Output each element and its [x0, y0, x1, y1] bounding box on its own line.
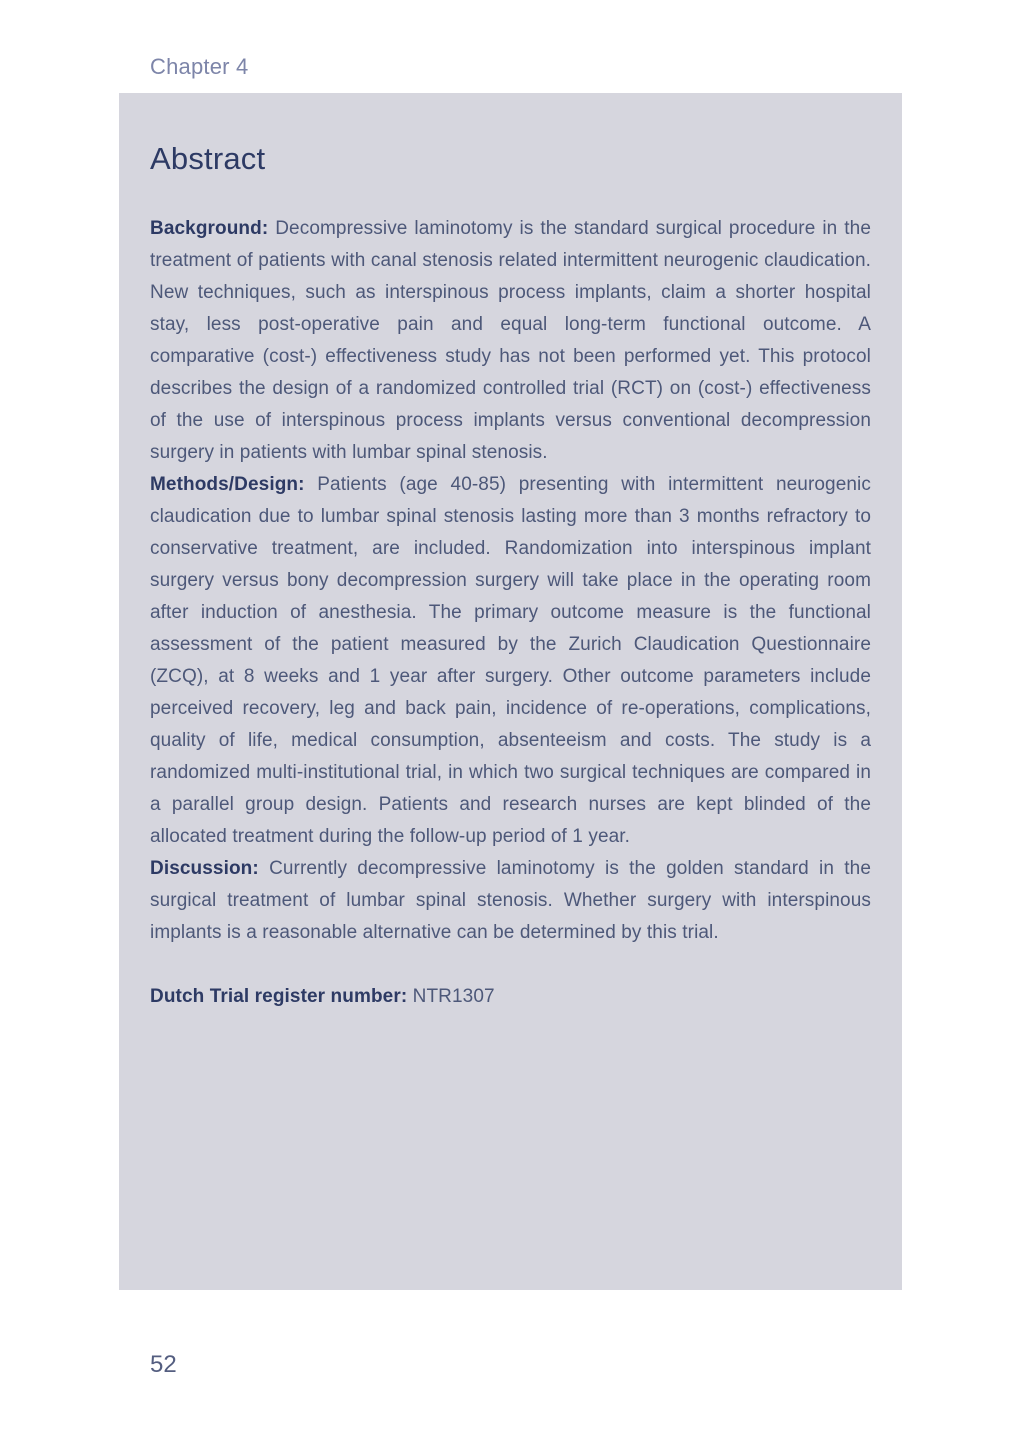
background-text: Decompressive laminotomy is the standard surgical procedure in the treatment of patients with canal stenosis related intermittent neurogenic claudication. New techniques, such as interspinous process implants, claim a shorter hospital stay, less post-operative pain and equal long-term functional outcome. A comparative (cost-) effectiveness study has not been performed yet. This protocol describes the design of a randomized controlled trial (RCT) on (cost-) effectiveness of the use of interspinous process implants versus conventional decompression surgery in patients with lumbar spinal stenosis.: [150, 218, 871, 463]
page-number: 52: [150, 1351, 177, 1378]
discussion-label: Discussion:: [150, 858, 259, 879]
discussion-paragraph: [150, 853, 871, 949]
methods-paragraph: [150, 469, 871, 853]
abstract-box: [119, 93, 902, 1290]
abstract-title: Abstract: [150, 141, 266, 176]
trial-register-number: NTR1307: [412, 986, 495, 1007]
trial-register-line: [150, 981, 871, 1013]
background-paragraph: [150, 213, 871, 469]
trial-register-label: Dutch Trial register number:: [150, 986, 408, 1007]
chapter-header: Chapter 4: [150, 54, 249, 79]
background-label: Background:: [150, 218, 269, 239]
methods-text: Patients (age 40-85) presenting with intermittent neurogenic claudication due to lumbar spinal stenosis lasting more than 3 months refractory to conservative treatment, are included. Randomization into interspinous implant surgery versus bony decompression surgery will take place in the operating room after induction of anesthesia. The primary outcome measure is the functional assessment of the patient measured by the Zurich Claudication Questionnaire (ZCQ), at 8 weeks and 1 year after surgery. Other outcome parameters include perceived recovery, leg and back pain, incidence of re-operations, complications, quality of life, medical consumption, absenteeism and costs. The study is a randomized multi-institutional trial, in which two surgical techniques are compared in a parallel group design. Patients and research nurses are kept blinded of the allocated treatment during the follow-up period of 1 year.: [150, 474, 871, 847]
methods-label: Methods/Design:: [150, 474, 305, 495]
discussion-text: Currently decompressive laminotomy is the golden standard in the surgical treatment of lumbar spinal stenosis. Whether surgery with interspinous implants is a reasonable alternative can be determined by this trial.: [150, 858, 871, 943]
